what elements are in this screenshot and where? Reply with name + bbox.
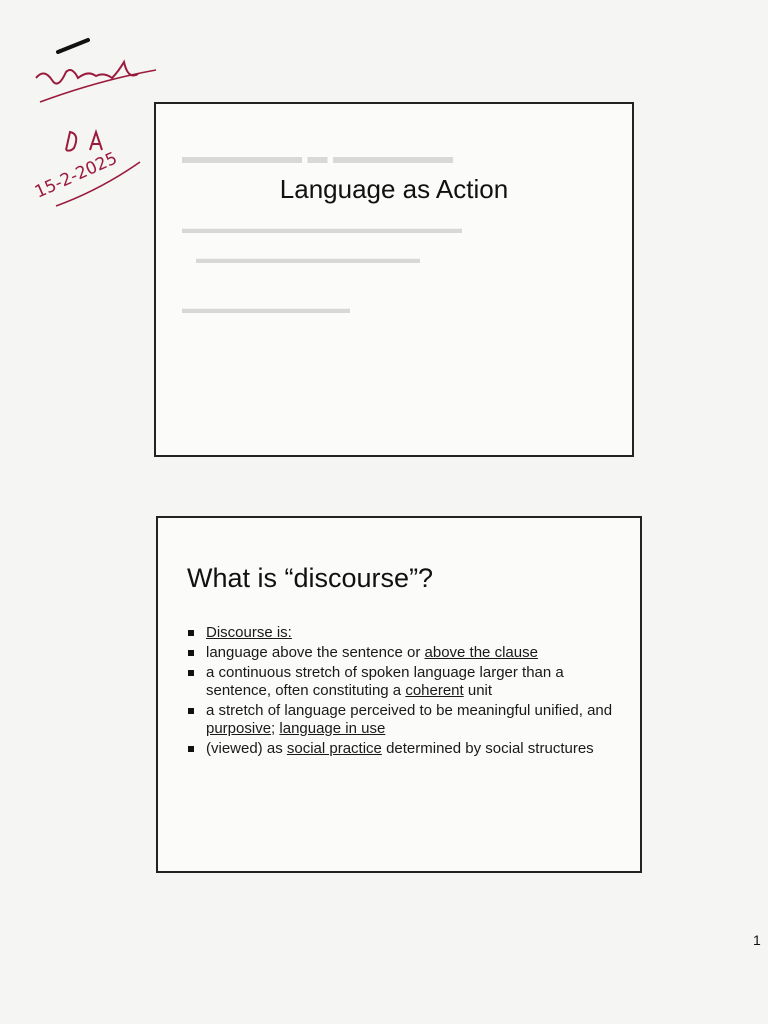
bullet-item: a continuous stretch of spoken language larger than a sentence, often constituting a coherent unit: [186, 664, 626, 700]
slide-title: What is “discourse”?: [187, 563, 434, 593]
bullet-item: (viewed) as social practice determined by social structures: [186, 740, 626, 758]
bullet-item: language above the sentence or above the clause: [186, 644, 626, 662]
svg-text:15-2-2025: 15-2-2025: [31, 148, 121, 203]
bullet-item: a stretch of language perceived to be meaningful unified, and purposive; language in use: [186, 702, 626, 738]
bullet-item: Discourse is:: [186, 624, 626, 642]
bleed-through-text: ▬▬▬▬▬▬▬▬▬▬▬▬▬▬▬▬: [196, 250, 420, 266]
bleed-through-text: ▬▬▬▬▬▬▬▬▬▬▬▬: [182, 300, 350, 316]
bleed-through-text: ▬▬▬▬▬▬ ▬ ▬▬▬▬▬▬: [182, 146, 454, 168]
slide-title: Language as Action: [279, 174, 509, 204]
bullet-list: [186, 624, 626, 760]
page-number: 1: [753, 932, 761, 948]
slide-what-is-discourse: [156, 516, 642, 873]
bleed-through-text: ▬▬▬▬▬▬▬▬▬▬▬▬▬▬▬▬▬▬▬▬: [182, 220, 462, 236]
slide-language-as-action: [154, 102, 634, 457]
